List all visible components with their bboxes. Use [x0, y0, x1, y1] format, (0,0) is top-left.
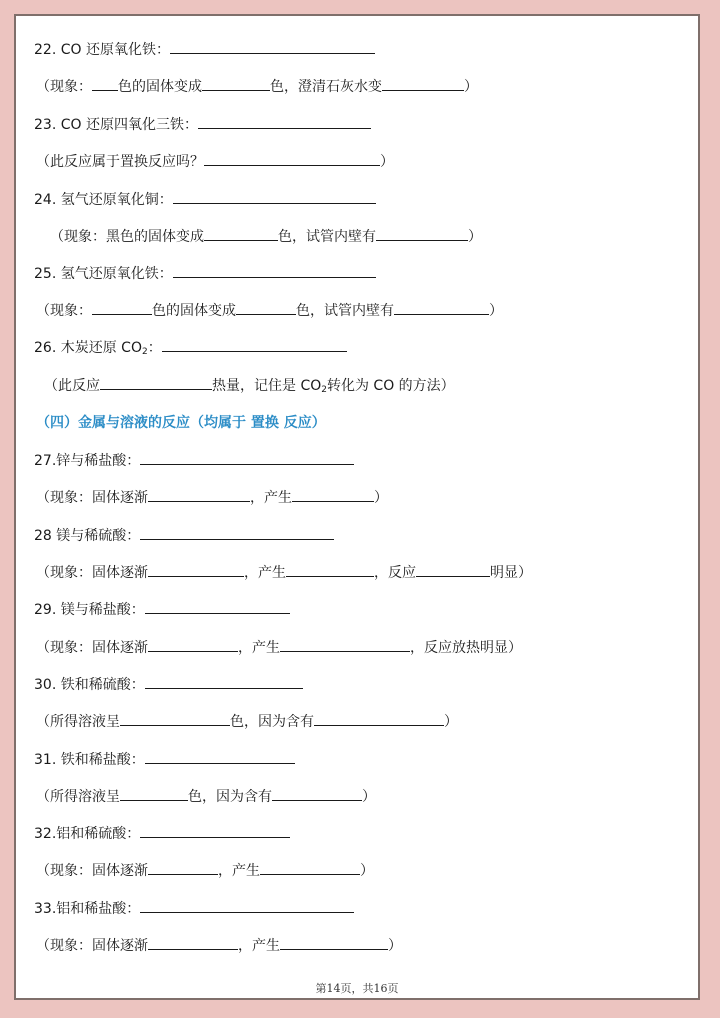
item-27-phenomenon — [36, 486, 698, 508]
text: 明显） — [490, 565, 532, 581]
text: ） — [468, 229, 482, 245]
item-27 — [34, 449, 698, 471]
item-30 — [34, 673, 698, 695]
answer-blank[interactable] — [92, 299, 152, 315]
subscript: 2 — [321, 385, 327, 395]
item-30-text: 30. 铁和稀硫酸： — [34, 677, 145, 693]
item-24-text: 24. 氢气还原氧化铜： — [34, 192, 173, 208]
answer-blank[interactable] — [92, 75, 118, 91]
answer-blank[interactable] — [204, 225, 278, 241]
answer-blank[interactable] — [145, 748, 295, 764]
text: 色的固体变成 — [152, 303, 236, 319]
answer-blank[interactable] — [100, 374, 212, 390]
item-24-phenomenon — [50, 225, 698, 247]
item-33 — [34, 897, 698, 919]
text: 色，试管内壁有 — [278, 229, 376, 245]
text: 热量，记住是 CO — [212, 378, 322, 394]
item-28 — [34, 524, 698, 546]
item-29-phenomenon — [36, 636, 698, 658]
answer-blank[interactable] — [145, 598, 290, 614]
answer-blank[interactable] — [272, 785, 362, 801]
item-33-phenomenon — [36, 934, 698, 956]
text: ） — [444, 714, 458, 730]
answer-blank[interactable] — [170, 38, 375, 54]
answer-blank[interactable] — [173, 262, 376, 278]
answer-blank[interactable] — [416, 561, 490, 577]
answer-blank[interactable] — [120, 785, 188, 801]
item-25 — [34, 262, 698, 284]
text: ，产生 — [244, 565, 286, 581]
answer-blank[interactable] — [236, 299, 296, 315]
answer-blank[interactable] — [145, 673, 303, 689]
text: （现象： — [36, 303, 92, 319]
item-23 — [34, 113, 698, 135]
text: ，产生 — [238, 938, 280, 954]
item-32-phenomenon — [36, 859, 698, 881]
item-22 — [34, 38, 698, 60]
answer-blank[interactable] — [280, 636, 410, 652]
answer-blank[interactable] — [202, 75, 270, 91]
text: ） — [464, 79, 478, 95]
text: 色，澄清石灰水变 — [270, 79, 382, 95]
answer-blank[interactable] — [140, 524, 334, 540]
text: （此反应属于置换反应吗？ — [36, 154, 204, 170]
text: ） — [380, 154, 394, 170]
text: （现象：固体逐渐 — [36, 938, 148, 954]
text: 色，因为含有 — [188, 789, 272, 805]
item-22-phenomenon — [36, 75, 698, 97]
item-29-text: 29. 镁与稀盐酸： — [34, 602, 145, 618]
text: （现象：固体逐渐 — [36, 565, 148, 581]
answer-blank[interactable] — [148, 636, 238, 652]
answer-blank[interactable] — [140, 822, 290, 838]
item-31-text: 31. 铁和稀盐酸： — [34, 752, 145, 768]
item-29 — [34, 598, 698, 620]
answer-blank[interactable] — [148, 934, 238, 950]
answer-blank[interactable] — [394, 299, 489, 315]
item-28-phenomenon — [36, 561, 698, 583]
answer-blank[interactable] — [382, 75, 464, 91]
worksheet-page — [14, 14, 700, 1000]
answer-blank[interactable] — [376, 225, 468, 241]
item-22-text: 22. CO 还原氧化铁： — [34, 42, 170, 58]
answer-blank[interactable] — [204, 150, 380, 166]
answer-blank[interactable] — [198, 113, 371, 129]
text: ） — [374, 490, 388, 506]
item-23-question — [36, 150, 698, 172]
section-heading-text: （四）金属与溶液的反应（均属于 置换 反应） — [36, 415, 326, 431]
item-26-note — [44, 374, 698, 396]
text: ，产生 — [238, 640, 280, 656]
text: ，反应放热明显） — [410, 640, 522, 656]
text: 26. 木炭还原 CO — [34, 340, 142, 356]
answer-blank[interactable] — [140, 449, 354, 465]
item-33-text: 33.铝和稀盐酸： — [34, 901, 141, 917]
section-heading — [36, 412, 698, 434]
answer-blank[interactable] — [148, 486, 250, 502]
item-31-solution — [36, 785, 698, 807]
text: 色，因为含有 — [230, 714, 314, 730]
item-25-text: 25. 氢气还原氧化铁： — [34, 266, 173, 282]
item-26 — [34, 336, 698, 358]
text: ） — [489, 303, 503, 319]
text: ，反应 — [374, 565, 416, 581]
item-28-text: 28 镁与稀硫酸： — [34, 528, 141, 544]
item-25-phenomenon — [36, 299, 698, 321]
text: ） — [388, 938, 402, 954]
answer-blank[interactable] — [292, 486, 374, 502]
text: ，产生 — [218, 863, 260, 879]
answer-blank[interactable] — [140, 897, 354, 913]
text: 色，试管内壁有 — [296, 303, 394, 319]
text: ，产生 — [250, 490, 292, 506]
item-23-text: 23. CO 还原四氧化三铁： — [34, 117, 198, 133]
answer-blank[interactable] — [148, 859, 218, 875]
answer-blank[interactable] — [173, 188, 376, 204]
text: （现象：黑色的固体变成 — [50, 229, 204, 245]
text: （现象：固体逐渐 — [36, 490, 148, 506]
answer-blank[interactable] — [314, 710, 444, 726]
answer-blank[interactable] — [162, 336, 347, 352]
text: （现象：固体逐渐 — [36, 640, 148, 656]
text: （所得溶液呈 — [36, 714, 120, 730]
text: （此反应 — [44, 378, 100, 394]
text: （所得溶液呈 — [36, 789, 120, 805]
item-31 — [34, 748, 698, 770]
text: （现象： — [36, 79, 92, 95]
answer-blank[interactable] — [120, 710, 230, 726]
page-number: 第14页，共16页 — [315, 982, 399, 995]
answer-blank[interactable] — [286, 561, 374, 577]
item-30-solution — [36, 710, 698, 732]
item-32-text: 32.铝和稀硫酸： — [34, 826, 141, 842]
answer-blank[interactable] — [280, 934, 388, 950]
item-27-text: 27.锌与稀盐酸： — [34, 453, 141, 469]
text: ） — [360, 863, 374, 879]
subscript: 2 — [141, 347, 148, 357]
text: （现象：固体逐渐 — [36, 863, 148, 879]
text: 色的固体变成 — [118, 79, 202, 95]
answer-blank[interactable] — [148, 561, 244, 577]
text: 转化为 CO 的方法） — [326, 378, 455, 394]
answer-blank[interactable] — [260, 859, 360, 875]
text: ： — [147, 340, 162, 356]
text: ） — [362, 789, 376, 805]
item-24 — [34, 188, 698, 210]
item-32 — [34, 822, 698, 844]
